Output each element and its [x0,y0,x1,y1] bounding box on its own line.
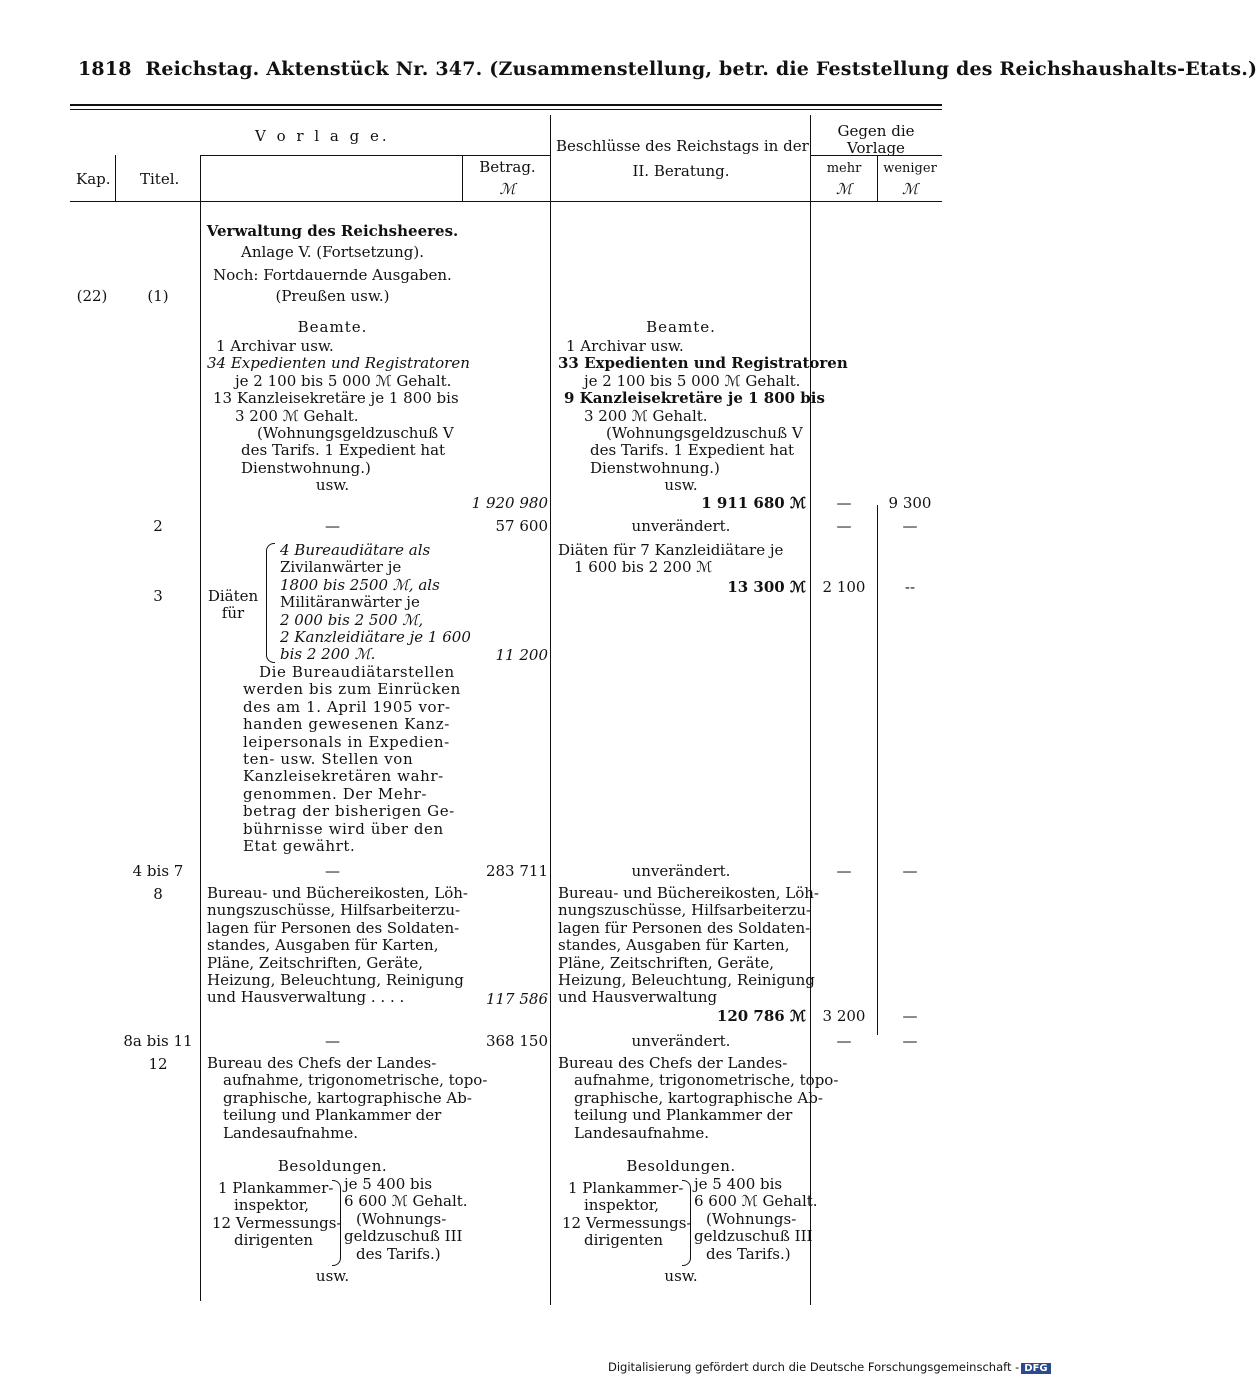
row3-brace-line: 2 000 bis 2 500 ℳ, [280,610,424,629]
row2-text: — [325,517,340,535]
header-titel: Titel. [140,170,180,188]
col-line-vorlage [550,115,551,1305]
beamte-right-line: 9 Kanzleisekretäre je 1 800 bis [564,389,825,408]
beamte-left-line: usw. [315,476,350,495]
row8a-beschluss: unverändert. [631,1032,731,1050]
row2-mehr: — [836,517,852,535]
beamte-left-line: je 2 100 bis 5 000 ℳ Gehalt. [235,371,452,390]
col-line-titel [200,155,201,201]
row12-right-line: graphische, kartographische Ab- [574,1088,823,1107]
row3-weniger: -- [904,578,916,596]
row3-note-line: werden bis zum Einrücken [243,680,461,699]
col-line-titel-body [200,201,201,1301]
vorlage-under-rule [200,155,550,156]
row3-brace-line: 2 Kanzleidiätare je 1 600 [280,628,471,647]
beamte-right-line: 33 Expedienten und Registratoren [558,354,848,373]
row8-betrag: 117 586 [485,990,548,1008]
row12-left-line: Bureau des Chefs der Landes- [207,1054,437,1072]
besoldungen-left-terms [344,1175,468,1263]
besoldungen-right-item: inspektor, [584,1196,660,1215]
beamte-left-line: Dienstwohnung.) [241,458,371,477]
row3-note-line: genommen. Der Mehr- [243,784,428,803]
besoldungen-left-term: des Tarifs.) [356,1244,441,1263]
beamte-left-line: 1 Archivar usw. [216,337,334,355]
row8a-titel: 8a bis 11 [123,1032,193,1050]
top-double-rule-1 [70,104,942,106]
col-line-kap [115,155,116,201]
row3-mehr: 2 100 [822,578,866,596]
col-line-beschluss [810,115,811,1305]
titel-1: (1) [147,287,169,305]
row8-mehr: 3 200 [822,1007,866,1025]
row2-titel: 2 [153,517,163,535]
row12-left-line: aufnahme, trigonometrische, topo- [223,1071,488,1090]
besoldungen-right-term: (Wohnungs- [706,1209,797,1228]
beamte-right-line: Dienstwohnung.) [590,458,720,477]
row3-brace-line: Militäranwärter je [280,593,420,612]
row3-brace-line: 4 Bureaudiätare als [280,541,431,559]
besoldungen-left-brace [332,1180,341,1266]
header-beschluesse-2: II. Beratung. [632,162,730,180]
row2-weniger: — [902,517,918,535]
row3-diaeten-label: Diäten [207,587,259,605]
row3-brace-line: 1800 bis 2500 ℳ, als [280,575,440,594]
page-number: 1818 [78,58,132,80]
row3-note-line: leipersonals in Expedien- [243,732,450,751]
row8-left-line: Heizung, Beleuchtung, Reinigung [207,971,464,990]
besoldungen-right-item: 1 Plankammer- [568,1179,684,1197]
header-gegen-2: Vorlage [847,139,905,157]
row3-titel: 3 [153,587,163,605]
row8-left-line: lagen für Personen des Soldaten- [207,918,460,937]
row12-right-line: aufnahme, trigonometrische, topo- [574,1071,839,1090]
col-line-mehr [877,155,878,201]
kap-22: (22) [76,287,108,305]
header-betrag-unit: ℳ [499,180,516,198]
row3-beschluss-betrag: 13 300 ℳ [727,578,806,596]
beamte-left-line: 13 Kanzleisekretäre je 1 800 bis [213,389,459,408]
row3-beschluss-line: Diäten für 7 Kanzleidiätare je [558,541,784,559]
row3-note-line: des am 1. April 1905 vor- [243,697,451,716]
beamte-right-line: usw. [664,476,698,495]
row8-right [558,884,819,1007]
page-title: Reichstag. Aktenstück Nr. 347. (Zusammenstellung, betr. die Feststellung des Reichshaushalts-Etats.) [145,58,1257,80]
besoldungen-left-item: 1 Plankammer- [218,1179,334,1197]
row4-mehr: — [836,862,852,880]
row3-note [243,664,459,855]
row8-weniger: — [902,1007,918,1025]
beamte-right-line: 1 Archivar usw. [566,337,684,355]
beamte-weniger: 9 300 [888,494,932,512]
row8-right-line: nungszuschüsse, Hilfsarbeiterzu- [558,901,812,920]
header-gegen-1: Gegen die [837,122,915,140]
beamte-right-line: 3 200 ℳ Gehalt. [584,406,708,425]
besoldungen-left: Besoldungen. [277,1157,388,1175]
row12-right-line: Landesaufnahme. [574,1123,710,1142]
beamte-left-line: des Tarifs. 1 Expedient hat [241,441,446,460]
beamte-mehr: — [836,494,852,512]
beamte-right-line: (Wohnungsgeldzuschuß V [606,424,803,443]
row12-right-line: Bureau des Chefs der Landes- [558,1054,788,1072]
footer-credit [608,1360,1051,1374]
header-weniger: weniger [883,161,937,176]
row8-left-line: Pläne, Zeitschriften, Geräte, [207,953,424,972]
row3-note-line: betrag der bisherigen Ge- [243,802,455,821]
row12-right [558,1054,839,1142]
col-line-mehr-body [877,505,878,1035]
row3-note-line: bührnisse wird über den [243,819,444,838]
usw-right: usw. [664,1267,698,1285]
beamte-beschluss-betrag: 1 911 680 ℳ [701,494,806,512]
besoldungen-left-items [212,1179,342,1250]
row8-left-line: und Hausverwaltung . . . . [207,988,405,1007]
row12-titel: 12 [148,1055,168,1073]
row4-titel: 4 bis 7 [132,862,184,880]
row8-left-line: standes, Ausgaben für Karten, [207,936,439,955]
besoldungen-right-brace [682,1180,691,1266]
beamte-left-line: 34 Expedienten und Registratoren [207,354,470,373]
row8-titel: 8 [153,885,163,903]
page-header [78,58,1257,80]
besoldungen-right: Besoldungen. [626,1157,736,1175]
row2-beschluss: unverändert. [631,517,731,535]
row8a-betrag: 368 150 [485,1032,548,1050]
besoldungen-right-term: je 5 400 bis [694,1175,783,1193]
besoldungen-right-term: des Tarifs.) [706,1244,791,1263]
row3-brace-line: Zivilanwärter je [280,558,402,577]
header-vorlage: V o r l a g e. [255,127,390,145]
row3-brace [266,543,275,663]
section-noch: Noch: Fortdauernde Ausgaben. [213,266,452,284]
row8-right-line: und Hausverwaltung [558,988,718,1007]
besoldungen-left-item: inspektor, [234,1196,310,1215]
row3-fuer-label: für [221,604,245,622]
row8-right-line: Heizung, Beleuchtung, Reinigung [558,971,815,990]
header-mehr-unit: ℳ [835,180,853,198]
row3-note-line: Etat gewährt. [243,837,356,856]
row3-note-line: ten- usw. Stellen von [243,750,414,769]
row8-right-line: Bureau- und Büchereikosten, Löh- [558,884,819,902]
header-kap: Kap. [76,170,111,188]
row3-beschluss [556,542,806,577]
row12-left [207,1054,488,1142]
row3-note-line: Die Bureaudiätarstellen [259,663,455,681]
footer-text: Digitalisierung gefördert durch die Deutsche Forschungsgemeinschaft - [608,1360,1020,1374]
beamte-right-line: des Tarifs. 1 Expedient hat [590,441,795,460]
row8a-weniger: — [902,1032,918,1050]
usw-left: usw. [315,1267,350,1285]
row8-right-line: standes, Ausgaben für Karten, [558,936,790,955]
header-mehr: mehr [826,161,862,176]
beamte-heading-left: Beamte. [297,318,368,336]
row8-right-line: lagen für Personen des Soldaten- [558,918,811,937]
header-beschluesse-1: Beschlüsse des Reichstags in der [556,137,809,155]
row4-beschluss: unverändert. [631,862,731,880]
besoldungen-right-item: dirigenten [584,1231,664,1250]
row8a-text: — [325,1032,340,1050]
row8-right-line: Pläne, Zeitschriften, Geräte, [558,953,775,972]
besoldungen-left-item: 12 Vermessungs- [212,1213,342,1232]
besoldungen-left-term: 6 600 ℳ Gehalt. [344,1192,468,1211]
section-anlage: Anlage V. (Fortsetzung). [241,243,424,261]
besoldungen-right-term: geldzuschuß III [694,1227,813,1246]
row3-brace-list [280,541,471,664]
beamte-left-line: 3 200 ℳ Gehalt. [235,406,359,425]
row4-weniger: — [902,862,918,880]
besoldungen-left-term: (Wohnungs- [356,1209,447,1228]
top-double-rule-2 [70,109,942,110]
besoldungen-left-term: je 5 400 bis [344,1175,433,1193]
beamte-right-list [556,337,848,495]
row8-left [207,884,468,1007]
header-betrag: Betrag. [479,158,536,176]
row4-betrag: 283 711 [485,862,548,880]
row3-beschluss-line: 1 600 bis 2 200 ℳ [574,558,713,577]
row12-left-line: Landesaufnahme. [223,1123,359,1142]
besoldungen-right-items [562,1179,692,1250]
row8-beschluss-betrag: 120 786 ℳ [716,1007,806,1025]
row2-betrag: 57 600 [495,517,548,535]
beamte-heading-right: Beamte. [646,318,716,336]
besoldungen-left-item: dirigenten [234,1231,314,1250]
beamte-betrag: 1 920 980 [471,494,548,512]
besoldungen-right-term: 6 600 ℳ Gehalt. [694,1192,818,1211]
header-weniger-unit: ℳ [901,180,919,198]
row3-brace-line: bis 2 200 ℳ. [280,645,376,664]
section-preussen: (Preußen usw.) [275,287,390,305]
row3-note-line: Kanzleisekretären wahr- [243,767,444,786]
besoldungen-right-terms [694,1175,818,1263]
row12-right-line: teilung und Plankammer der [574,1106,793,1125]
row4-text: — [325,862,340,880]
beamte-left-line: (Wohnungsgeldzuschuß V [257,424,454,443]
besoldungen-right-item: 12 Vermessungs- [562,1213,692,1232]
row3-note-line: handen gewesenen Kanz- [243,715,450,734]
row3-betrag: 11 200 [495,646,548,664]
col-line-betrag-header [462,155,463,201]
row12-left-line: teilung und Plankammer der [223,1106,442,1125]
beamte-left-list [205,337,470,495]
beamte-right-line: je 2 100 bis 5 000 ℳ Gehalt. [584,371,801,390]
dfg-logo: DFG [1021,1363,1050,1374]
row8a-mehr: — [836,1032,852,1050]
row8-left-line: nungszuschüsse, Hilfsarbeiterzu- [207,901,461,920]
section-heading: Verwaltung des Reichsheeres. [206,222,459,240]
row12-left-line: graphische, kartographische Ab- [223,1088,472,1107]
row8-left-line: Bureau- und Büchereikosten, Löh- [207,884,468,902]
besoldungen-left-term: geldzuschuß III [344,1227,463,1246]
